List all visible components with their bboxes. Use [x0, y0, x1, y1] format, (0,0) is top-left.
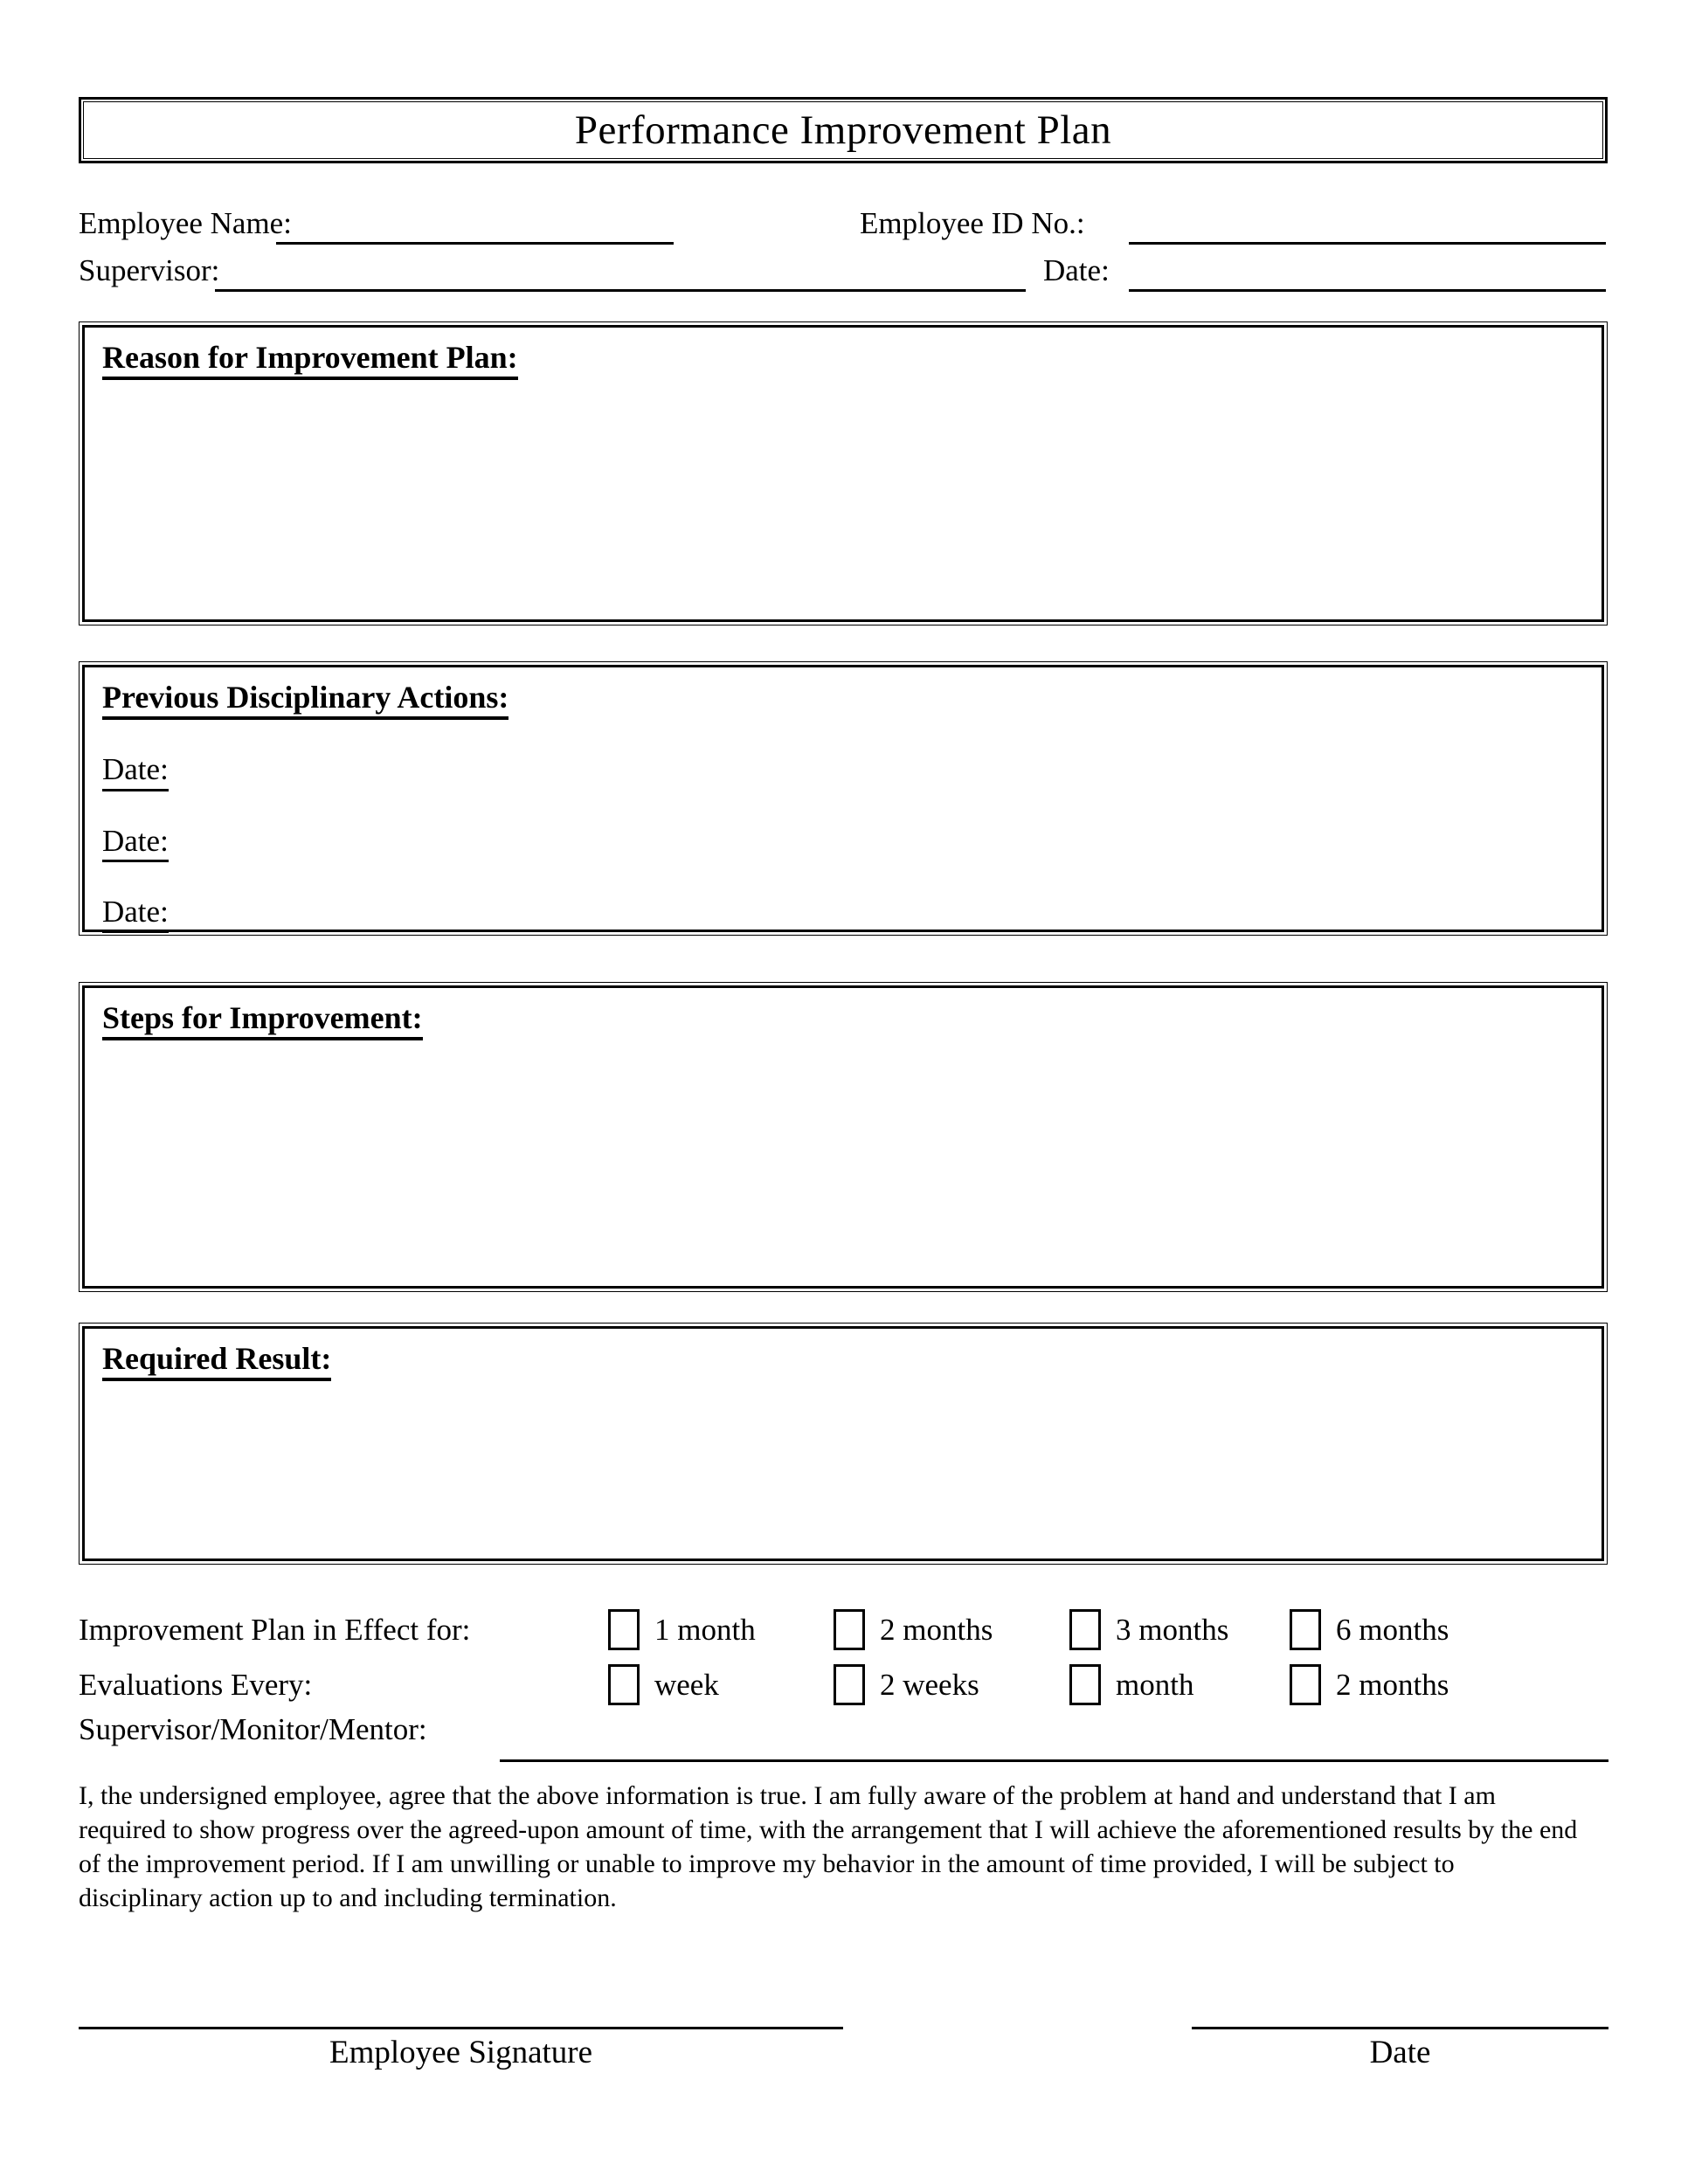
checkbox-2-weeks[interactable]	[834, 1664, 865, 1705]
required-result-input-area[interactable]	[82, 1326, 1604, 1561]
supervisor-monitor-mentor-input-line[interactable]	[500, 1759, 1608, 1762]
checkbox-2-months-label: 2 months	[880, 1612, 993, 1647]
checkbox-eval-2-months[interactable]	[1290, 1664, 1321, 1705]
employee-name-label: Employee Name:	[79, 206, 292, 240]
checkbox-eval-2-months-label: 2 months	[1336, 1667, 1449, 1702]
duration-option-2	[834, 1609, 993, 1650]
section-required-result	[79, 1323, 1608, 1565]
evaluations-option-4	[1290, 1664, 1449, 1705]
steps-heading: Steps for Improvement:	[102, 1000, 423, 1040]
checkbox-3-months-label: 3 months	[1116, 1612, 1229, 1647]
checkbox-2-months[interactable]	[834, 1609, 865, 1650]
reason-input-area[interactable]	[82, 325, 1604, 622]
steps-input-area[interactable]	[82, 985, 1604, 1289]
supervisor-label: Supervisor:	[79, 253, 220, 287]
agreement-text: I, the undersigned employee, agree that the above information is true. I am fully aware of the problem at hand and understand that I am required to show progress over the agreed-upon amount of time, with the arrangement that I will achieve the aforementioned results by the end of the improvement period. If I am unwilling or unable to improve my behavior in the amount of time provided, I will be subject to disciplinary action up to and including termination.	[79, 1781, 1578, 1912]
employee-signature-line[interactable]	[79, 2027, 843, 2029]
title-box	[79, 97, 1608, 163]
title-box-inner	[83, 101, 1603, 159]
section-steps	[79, 982, 1608, 1292]
previous-date-label-3[interactable]: Date:	[102, 895, 169, 933]
duration-option-1	[608, 1609, 756, 1650]
supervisor-input-line[interactable]	[215, 289, 1026, 292]
required-result-heading: Required Result:	[102, 1341, 331, 1381]
supervisor-monitor-mentor-label: Supervisor/Monitor/Mentor:	[79, 1712, 427, 1746]
evaluations-label: Evaluations Every:	[79, 1668, 313, 1702]
checkbox-3-months[interactable]	[1069, 1609, 1101, 1650]
evaluations-option-1	[608, 1664, 719, 1705]
duration-label: Improvement Plan in Effect for:	[79, 1613, 471, 1647]
duration-option-4	[1290, 1609, 1449, 1650]
checkbox-2-weeks-label: 2 weeks	[880, 1667, 979, 1702]
page-title: Performance Improvement Plan	[574, 107, 1112, 153]
employee-name-input-line[interactable]	[276, 242, 674, 245]
checkbox-6-months[interactable]	[1290, 1609, 1321, 1650]
evaluations-option-2	[834, 1664, 979, 1705]
previous-actions-heading: Previous Disciplinary Actions:	[102, 680, 508, 720]
employee-id-input-line[interactable]	[1129, 242, 1606, 245]
evaluations-row	[79, 1664, 1608, 1708]
duration-row	[79, 1609, 1608, 1653]
checkbox-month-label: month	[1116, 1667, 1194, 1702]
checkbox-month[interactable]	[1069, 1664, 1101, 1705]
header-date-label: Date:	[1043, 253, 1110, 287]
signature-date-line[interactable]	[1192, 2027, 1608, 2029]
checkbox-1-month[interactable]	[608, 1609, 640, 1650]
header-date-input-line[interactable]	[1129, 289, 1606, 292]
previous-date-label-1[interactable]: Date:	[102, 752, 169, 791]
previous-actions-input-area[interactable]	[82, 665, 1604, 932]
section-reason	[79, 321, 1608, 625]
checkbox-week-label: week	[654, 1667, 719, 1702]
employee-id-label: Employee ID No.:	[860, 206, 1085, 240]
signature-date-label: Date	[1369, 2035, 1431, 2070]
previous-date-label-2[interactable]: Date:	[102, 824, 169, 862]
reason-heading: Reason for Improvement Plan:	[102, 340, 518, 380]
checkbox-6-months-label: 6 months	[1336, 1612, 1449, 1647]
duration-option-3	[1069, 1609, 1228, 1650]
checkbox-1-month-label: 1 month	[654, 1612, 756, 1647]
section-previous-actions	[79, 661, 1608, 936]
evaluations-option-3	[1069, 1664, 1193, 1705]
employee-signature-label: Employee Signature	[329, 2035, 593, 2070]
checkbox-week[interactable]	[608, 1664, 640, 1705]
